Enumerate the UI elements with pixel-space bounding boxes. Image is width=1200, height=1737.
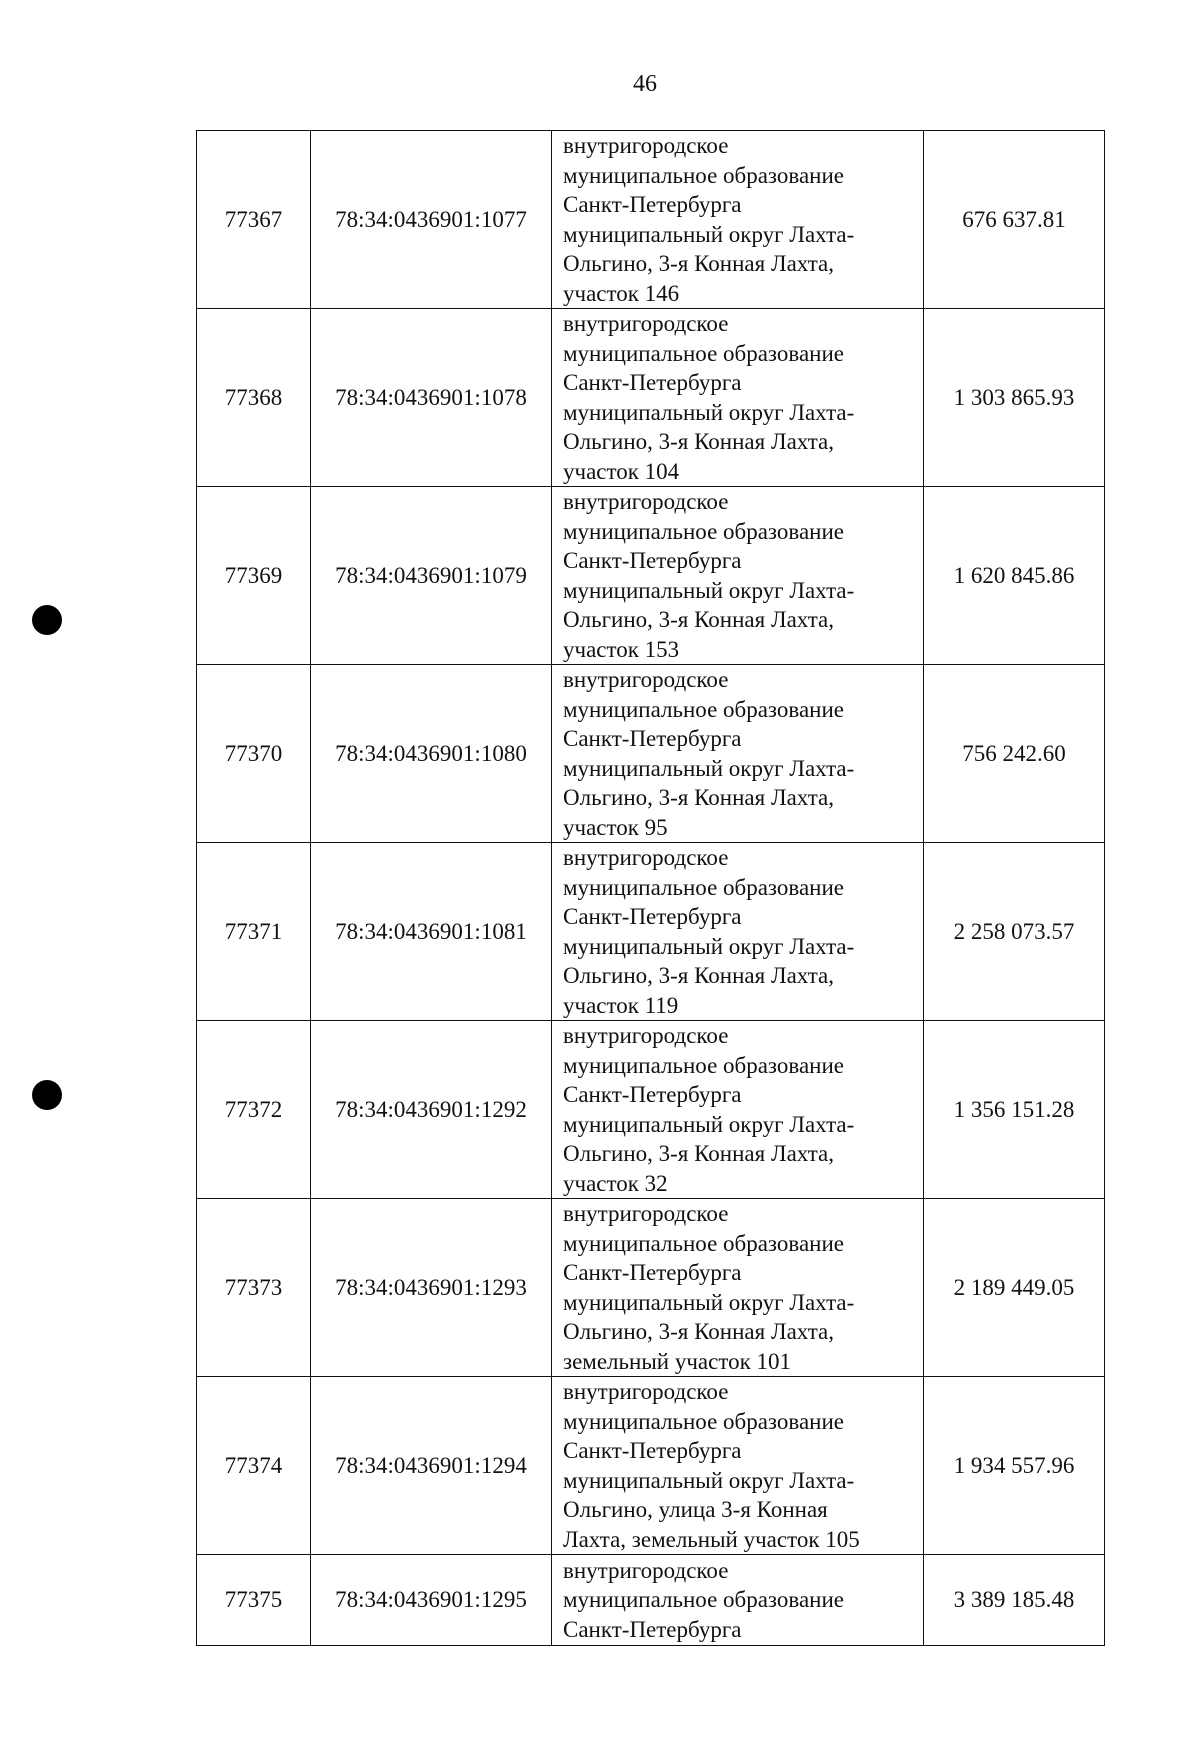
table-row [197,131,1105,309]
cadastral-number: 78:34:0436901:1294 [311,1377,552,1555]
address: внутригородское муниципальное образование Санкт-Петербурга муниципальный округ Лахта- Ольгино, 3-я Конная Лахта, участок 95 [552,665,924,843]
row-number: 77371 [197,843,311,1021]
address: внутригородское муниципальное образование Санкт-Петербурга муниципальный округ Лахта- Ольгино, улица 3-я Конная Лахта, земельный участок 105 [552,1377,924,1555]
row-number: 77374 [197,1377,311,1555]
cadastral-number: 78:34:0436901:1077 [311,131,552,309]
table-row [197,1021,1105,1199]
address: внутригородское муниципальное образование Санкт-Петербурга муниципальный округ Лахта- Ольгино, 3-я Конная Лахта, участок 104 [552,309,924,487]
table-row [197,843,1105,1021]
cadastral-value: 1 934 557.96 [924,1377,1105,1555]
cadastral-value: 756 242.60 [924,665,1105,843]
address: внутригородское муниципальное образование Санкт-Петербурга муниципальный округ Лахта- Ольгино, 3-я Конная Лахта, участок 146 [552,131,924,309]
row-number: 77370 [197,665,311,843]
cadastral-number: 78:34:0436901:1081 [311,843,552,1021]
cadastral-number: 78:34:0436901:1078 [311,309,552,487]
table-row [197,309,1105,487]
row-number: 77367 [197,131,311,309]
cadastral-number: 78:34:0436901:1079 [311,487,552,665]
cadastral-value: 1 303 865.93 [924,309,1105,487]
page-number: 46 [633,71,657,97]
cadastral-number: 78:34:0436901:1080 [311,665,552,843]
row-number: 77375 [197,1555,311,1646]
punch-hole-mark [32,1080,62,1110]
cadastral-value: 1 620 845.86 [924,487,1105,665]
address: внутригородское муниципальное образование Санкт-Петербурга муниципальный округ Лахта- Ольгино, 3-я Конная Лахта, участок 32 [552,1021,924,1199]
row-number: 77373 [197,1199,311,1377]
table-row [197,487,1105,665]
row-number: 77372 [197,1021,311,1199]
cadastral-value: 1 356 151.28 [924,1021,1105,1199]
cadastral-number: 78:34:0436901:1295 [311,1555,552,1646]
address: внутригородское муниципальное образование Санкт-Петербурга муниципальный округ Лахта- Ольгино, 3-я Конная Лахта, участок 153 [552,487,924,665]
row-number: 77368 [197,309,311,487]
land-plot-table [196,130,1105,1646]
table-row [197,1199,1105,1377]
cadastral-value: 2 189 449.05 [924,1199,1105,1377]
table-row [197,1555,1105,1646]
cadastral-number: 78:34:0436901:1293 [311,1199,552,1377]
address: внутригородское муниципальное образование Санкт-Петербурга муниципальный округ Лахта- Ольгино, 3-я Конная Лахта, земельный участок 101 [552,1199,924,1377]
table-row [197,665,1105,843]
cadastral-value: 3 389 185.48 [924,1555,1105,1646]
table-row [197,1377,1105,1555]
row-number: 77369 [197,487,311,665]
cadastral-value: 2 258 073.57 [924,843,1105,1021]
cadastral-value: 676 637.81 [924,131,1105,309]
cadastral-number: 78:34:0436901:1292 [311,1021,552,1199]
address: внутригородское муниципальное образование Санкт-Петербурга [552,1555,924,1646]
address: внутригородское муниципальное образование Санкт-Петербурга муниципальный округ Лахта- Ольгино, 3-я Конная Лахта, участок 119 [552,843,924,1021]
punch-hole-mark [32,605,62,635]
